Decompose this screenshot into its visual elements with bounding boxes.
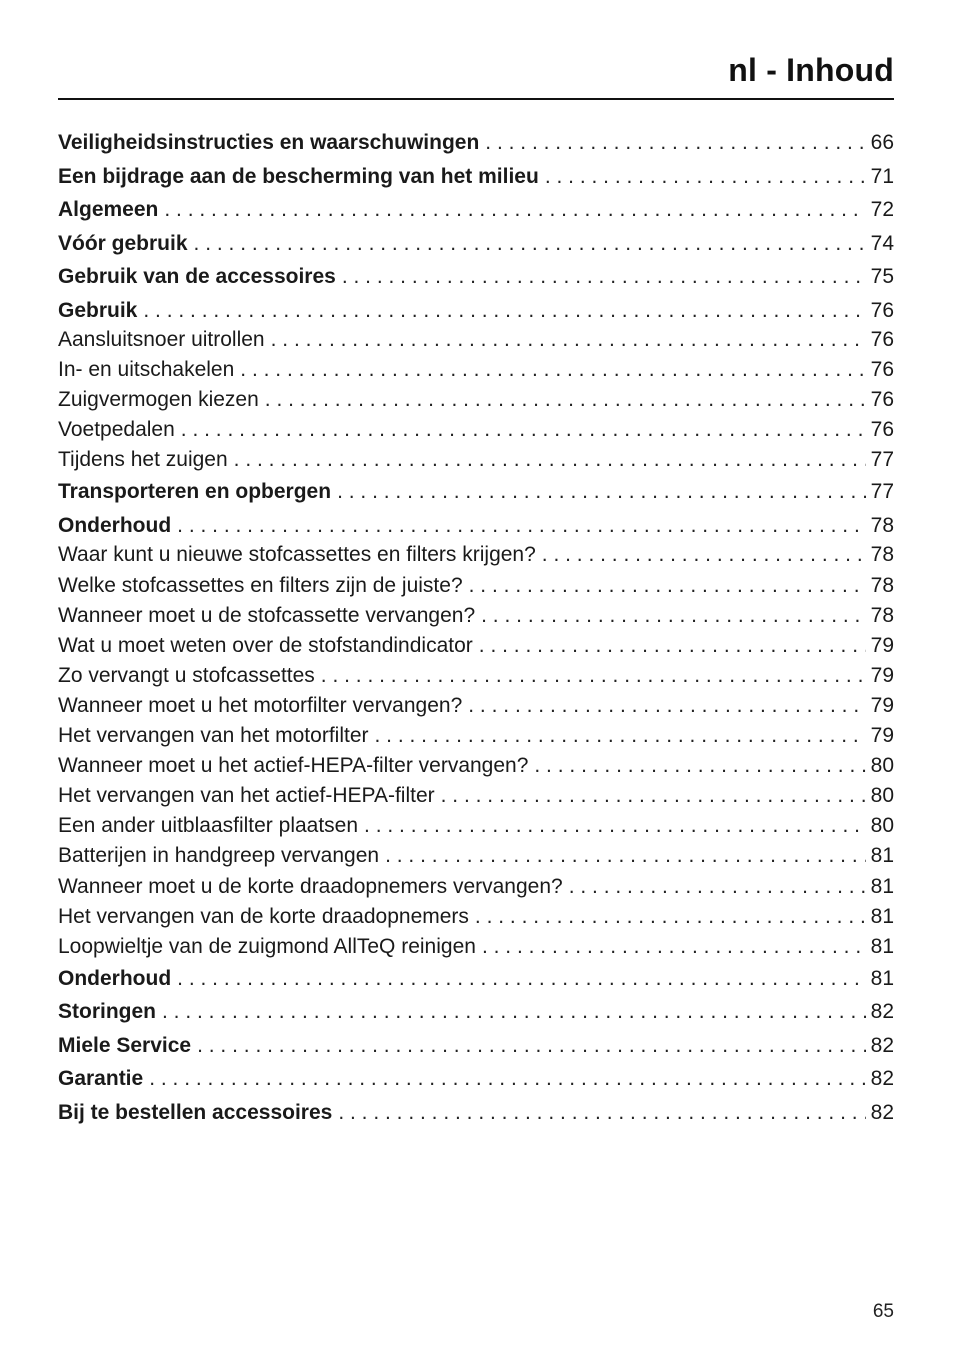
header-divider xyxy=(58,98,894,100)
toc-entry-page: 79 xyxy=(870,724,894,748)
toc-entry-title: Tijdens het zuigen xyxy=(58,448,228,472)
toc-entry-page: 80 xyxy=(870,814,894,838)
toc-entry-page: 76 xyxy=(870,388,894,412)
toc-dot-leader xyxy=(485,126,866,160)
toc-entry-title: In- en uitschakelen xyxy=(58,358,235,382)
toc-subsection-entry[interactable] xyxy=(58,751,894,781)
toc-entry-page: 82 xyxy=(870,1100,894,1124)
toc-entry-page: 80 xyxy=(870,784,894,808)
toc-entry-page: 76 xyxy=(870,418,894,442)
toc-entry-title: Het vervangen van de korte draadopnemers xyxy=(58,904,469,928)
toc-dot-leader xyxy=(441,781,866,811)
toc-dot-leader xyxy=(342,260,866,294)
toc-entry-page: 82 xyxy=(870,1033,894,1057)
toc-section-entry[interactable] xyxy=(58,193,894,227)
toc-subsection-entry[interactable] xyxy=(58,691,894,721)
toc-entry-page: 78 xyxy=(870,573,894,597)
toc-dot-leader xyxy=(164,193,866,227)
toc-dot-leader xyxy=(468,691,866,721)
toc-entry-title: Veiligheidsinstructies en waarschuwingen xyxy=(58,131,480,154)
toc-entry-page: 76 xyxy=(870,358,894,382)
toc-entry-title: Zuigvermogen kiezen xyxy=(58,388,259,412)
toc-subsection-entry[interactable] xyxy=(58,385,894,415)
toc-entry-title: Storingen xyxy=(58,1000,156,1024)
toc-entry-title: Wanneer moet u het actief-HEPA-filter vervangen? xyxy=(58,754,529,778)
toc-dot-leader xyxy=(265,385,866,415)
toc-entry-page: 78 xyxy=(870,543,894,567)
toc-entry-title: Algemeen xyxy=(58,198,159,221)
toc-entry-title: Bij te bestellen accessoires xyxy=(58,1100,333,1124)
toc-entry-title: Garantie xyxy=(58,1067,144,1091)
toc-subsection-entry[interactable] xyxy=(58,325,894,355)
toc-entry-page: 82 xyxy=(870,1000,894,1024)
table-of-contents xyxy=(58,126,894,1129)
toc-entry-title: Waar kunt u nieuwe stofcassettes en filters krijgen? xyxy=(58,543,536,567)
toc-section-entry[interactable] xyxy=(58,160,894,194)
toc-subsection-entry[interactable] xyxy=(58,872,894,902)
toc-entry-page: 72 xyxy=(870,198,894,221)
toc-section-entry[interactable] xyxy=(58,1029,894,1063)
toc-entry-page: 77 xyxy=(870,480,894,504)
toc-subsection-entry[interactable] xyxy=(58,631,894,661)
toc-dot-leader xyxy=(569,872,866,902)
toc-dot-leader xyxy=(197,1029,866,1063)
toc-entry-title: Wat u moet weten over de stofstandindicator xyxy=(58,633,473,657)
toc-entry-title: Wanneer moet u de stofcassette vervangen? xyxy=(58,603,476,627)
toc-entry-title: Een bijdrage aan de bescherming van het milieu xyxy=(58,164,539,188)
toc-entry-title: Zo vervangt u stofcassettes xyxy=(58,663,315,687)
toc-entry-page: 66 xyxy=(870,131,894,154)
toc-section-entry[interactable] xyxy=(58,227,894,261)
toc-entry-title: Onderhoud xyxy=(58,513,172,537)
toc-dot-leader xyxy=(481,601,866,631)
toc-section-entry[interactable] xyxy=(58,1096,894,1130)
toc-dot-leader xyxy=(177,509,866,543)
toc-dot-leader xyxy=(321,661,866,691)
toc-subsection-entry[interactable] xyxy=(58,355,894,385)
toc-entry-page: 81 xyxy=(870,874,894,898)
page-number: 65 xyxy=(872,1301,894,1322)
toc-dot-leader xyxy=(338,1096,866,1130)
toc-entry-title: Vóór gebruik xyxy=(58,231,188,255)
toc-entry-title: Onderhoud xyxy=(58,966,172,990)
toc-subsection-entry[interactable] xyxy=(58,932,894,962)
toc-dot-leader xyxy=(479,631,866,661)
toc-entry-page: 76 xyxy=(870,298,894,322)
toc-entry-title: Transporteren en opbergen xyxy=(58,480,332,504)
toc-section-entry[interactable] xyxy=(58,962,894,996)
toc-dot-leader xyxy=(542,540,866,570)
toc-section-entry[interactable] xyxy=(58,260,894,294)
toc-dot-leader xyxy=(475,902,866,932)
toc-dot-leader xyxy=(375,721,867,751)
toc-dot-leader xyxy=(385,841,866,871)
toc-entry-page: 76 xyxy=(870,328,894,351)
toc-entry-page: 81 xyxy=(870,934,894,958)
toc-entry-page: 78 xyxy=(870,603,894,627)
toc-dot-leader xyxy=(364,811,866,841)
toc-section-entry[interactable] xyxy=(58,1062,894,1096)
toc-section-entry[interactable] xyxy=(58,294,894,328)
toc-subsection-entry[interactable] xyxy=(58,661,894,691)
toc-subsection-entry[interactable] xyxy=(58,841,894,871)
toc-entry-title: Welke stofcassettes en filters zijn de juiste? xyxy=(58,573,463,597)
toc-entry-page: 79 xyxy=(870,663,894,687)
toc-section-entry[interactable] xyxy=(58,995,894,1029)
toc-entry-title: Wanneer moet u de korte draadopnemers vervangen? xyxy=(58,874,563,898)
toc-subsection-entry[interactable] xyxy=(58,811,894,841)
toc-dot-leader xyxy=(469,571,866,601)
toc-entry-title: Gebruik xyxy=(58,298,138,322)
toc-entry-page: 79 xyxy=(870,633,894,657)
toc-entry-title: Voetpedalen xyxy=(58,418,175,442)
toc-entry-page: 82 xyxy=(870,1067,894,1091)
toc-entry-page: 78 xyxy=(870,513,894,537)
toc-dot-leader xyxy=(545,160,866,194)
toc-dot-leader xyxy=(194,227,866,261)
toc-entry-title: Het vervangen van het motorfilter xyxy=(58,724,369,748)
toc-entry-page: 77 xyxy=(870,448,894,472)
toc-entry-page: 74 xyxy=(870,231,894,255)
toc-dot-leader xyxy=(162,995,866,1029)
toc-entry-page: 79 xyxy=(870,693,894,717)
toc-entry-page: 80 xyxy=(870,754,894,778)
page-title: nl - Inhoud xyxy=(728,52,894,88)
toc-dot-leader xyxy=(534,751,866,781)
toc-dot-leader xyxy=(149,1062,866,1096)
toc-dot-leader xyxy=(181,415,866,445)
toc-entry-page: 81 xyxy=(870,844,894,868)
toc-entry-title: Gebruik van de accessoires xyxy=(58,265,336,288)
toc-dot-leader xyxy=(240,355,866,385)
toc-subsection-entry[interactable] xyxy=(58,415,894,445)
toc-dot-leader xyxy=(177,962,866,996)
toc-dot-leader xyxy=(337,475,866,509)
toc-entry-title: Wanneer moet u het motorfilter vervangen? xyxy=(58,693,463,717)
toc-subsection-entry[interactable] xyxy=(58,540,894,570)
toc-dot-leader xyxy=(143,294,866,328)
toc-section-entry[interactable] xyxy=(58,475,894,509)
toc-entry-page: 81 xyxy=(870,966,894,990)
toc-entry-title: Batterijen in handgreep vervangen xyxy=(58,844,380,868)
toc-entry-title: Loopwieltje van de zuigmond AllTeQ reinigen xyxy=(58,934,476,958)
toc-section-entry[interactable] xyxy=(58,509,894,543)
toc-subsection-entry[interactable] xyxy=(58,445,894,475)
toc-section-entry[interactable] xyxy=(58,126,894,160)
toc-entry-page: 81 xyxy=(870,904,894,928)
toc-entry-title: Aansluitsnoer uitrollen xyxy=(58,328,265,351)
toc-subsection-entry[interactable] xyxy=(58,601,894,631)
toc-dot-leader xyxy=(234,445,866,475)
toc-subsection-entry[interactable] xyxy=(58,902,894,932)
toc-entry-title: Het vervangen van het actief-HEPA-filter xyxy=(58,784,435,808)
toc-dot-leader xyxy=(482,932,866,962)
toc-entry-page: 71 xyxy=(870,164,894,188)
toc-subsection-entry[interactable] xyxy=(58,721,894,751)
toc-entry-title: Een ander uitblaasfilter plaatsen xyxy=(58,814,359,838)
toc-subsection-entry[interactable] xyxy=(58,781,894,811)
toc-entry-page: 75 xyxy=(870,265,894,288)
toc-subsection-entry[interactable] xyxy=(58,571,894,601)
toc-dot-leader xyxy=(271,325,866,355)
toc-entry-title: Miele Service xyxy=(58,1033,192,1057)
